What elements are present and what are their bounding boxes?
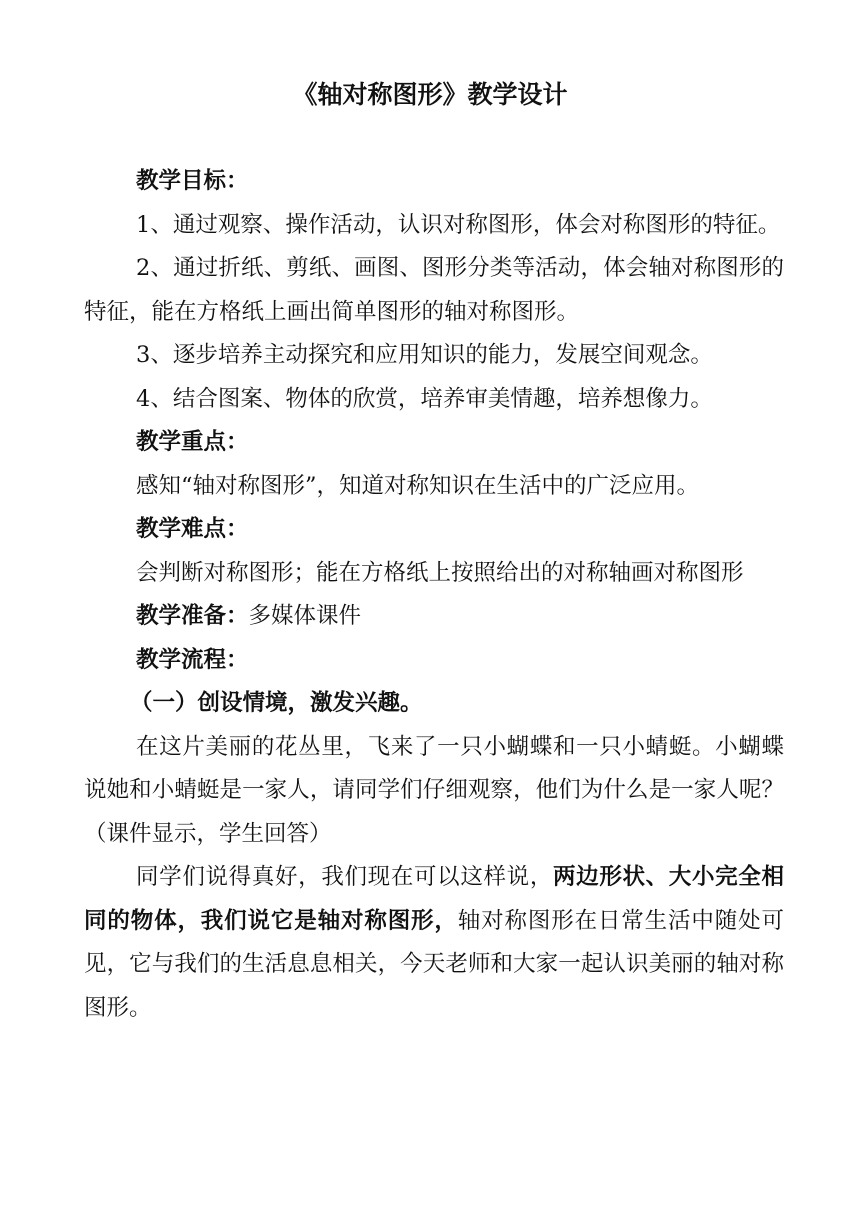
paragraph-2-tail: 轴对称图形在日常生活中随处可见，它与我们的生活息息相关，今天老师和大家一起认识美丽的轴对称图形。 bbox=[84, 907, 784, 1021]
objectives-heading: 教学目标： bbox=[136, 168, 249, 194]
preparation-text: 多媒体课件 bbox=[248, 603, 362, 629]
preparation-heading: 教学准备： bbox=[136, 603, 249, 629]
objective-item-1: 1、通过观察、操作活动，认识对称图形，体会对称图形的特征。 bbox=[136, 211, 781, 238]
paragraph-2-bold: 两边形状、大小完全相同的物体，我们说它是轴对称图形， bbox=[84, 864, 784, 934]
key-points-heading: 教学重点： bbox=[136, 429, 249, 455]
objective-item-3: 3、逐步培养主动探究和应用知识的能力，发展空间观念。 bbox=[136, 342, 713, 368]
key-points-text: 感知“轴对称图形”，知道对称知识在生活中的广泛应用。 bbox=[136, 472, 700, 499]
process-heading: 教学流程： bbox=[136, 646, 249, 673]
difficulties-text: 会判断对称图形；能在方格纸上按照给出的对称轴画对称图形 bbox=[136, 559, 744, 586]
difficulties-heading: 教学难点： bbox=[136, 516, 249, 542]
preparation-line bbox=[84, 595, 784, 639]
objective-item-4: 4、结合图案、物体的欣赏，培养审美情趣，培养想像力。 bbox=[136, 385, 713, 412]
objective-item-2: 2、通过折纸、剪纸、画图、图形分类等活动，体会轴对称图形的特征，能在方格纸上画出简单图形的轴对称图形。 bbox=[84, 255, 784, 325]
document-title: 《轴对称图形》教学设计 bbox=[292, 80, 568, 109]
section1-heading: （一）创设情境，激发兴趣。 bbox=[130, 690, 423, 716]
paragraph-2-lead: 同学们说得真好，我们现在可以这样说， bbox=[136, 864, 553, 890]
process-paragraph-1: 在这片美丽的花丛里，飞来了一只小蝴蝶和一只小蜻蜓。小蝴蝶说她和小蜻蜓是一家人，请同学们仔细观察，他们为什么是一家人呢？（课件显示，学生回答） bbox=[84, 733, 784, 847]
process-paragraph-2 bbox=[84, 856, 784, 1030]
document-body bbox=[84, 160, 784, 1030]
